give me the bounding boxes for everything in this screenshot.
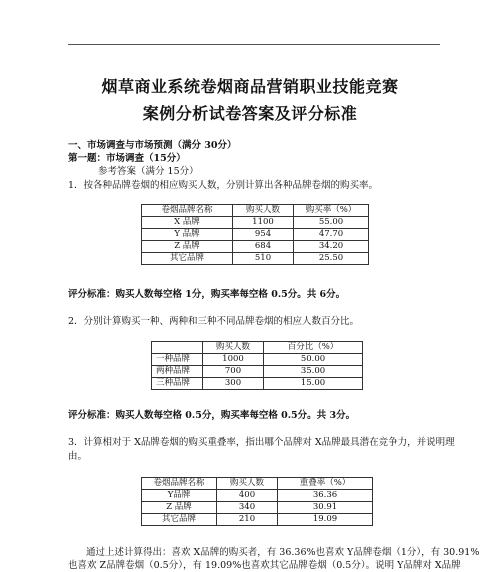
item-2-text: 2．分别计算购买一种、两种和三种不同品牌卷烟的相应人数百分比。 (68, 316, 360, 327)
table-header-row (142, 478, 373, 490)
table-cell: 35.00 (264, 366, 363, 378)
table-cell: 36.36 (278, 490, 373, 502)
header-rule (68, 44, 440, 45)
table-cell: 19.09 (278, 514, 373, 526)
reference-answer-label: 参考答案（满分 15分） (98, 166, 199, 177)
table-row (142, 241, 369, 253)
table-cell: 两种品牌 (152, 366, 203, 378)
item-3-text: 3．计算相对于 X品牌卷烟的购买重叠率，指出哪个品牌对 X品牌最具潜在竞争力，并说明理 (68, 437, 455, 448)
table-row (152, 354, 363, 366)
table-cell: 50.00 (264, 354, 363, 366)
table-cell: Y品牌 (142, 490, 217, 502)
item-3-text-continued: 由。 (68, 451, 88, 462)
table-header-cell: 卷烟品牌名称 (142, 478, 217, 490)
document-subtitle: 案例分析试卷答案及评分标准 (142, 104, 358, 123)
table-row (142, 490, 373, 502)
table-cell: 47.70 (294, 229, 369, 241)
table-header-cell: 重叠率（%） (278, 478, 373, 490)
table-header-cell: 购买率（%） (294, 205, 369, 217)
overlap-rate-table (141, 477, 373, 526)
table-row (142, 253, 369, 265)
table-cell: 55.00 (294, 217, 369, 229)
table-cell: 34.20 (294, 241, 369, 253)
table-cell: X 品牌 (142, 217, 233, 229)
table-cell: 400 (217, 490, 278, 502)
table-row (152, 366, 363, 378)
table-cell: 一种品牌 (152, 354, 203, 366)
item-1-text: 1．按各种品牌卷烟的相应购买人数，分别计算出各种品牌卷烟的购买率。 (68, 180, 379, 191)
table-cell: 15.00 (264, 378, 363, 390)
table-header-row (152, 342, 363, 354)
table-cell: 684 (233, 241, 294, 253)
scoring-standard-1: 评分标准：购买人数每空格 1分，购买率每空格 0.5分。共 6分。 (68, 289, 346, 300)
table-cell: 1100 (233, 217, 294, 229)
table-header-cell: 卷烟品牌名称 (142, 205, 233, 217)
table-header-cell: 百分比（%） (264, 342, 363, 354)
question-heading: 第一题：市场调查（15分） (68, 153, 186, 164)
table-cell: 其它品牌 (142, 514, 217, 526)
brand-purchase-table (141, 204, 369, 265)
table-cell: 210 (217, 514, 278, 526)
table-header-row (142, 205, 369, 217)
document-title: 烟草商业系统卷烟商品营销职业技能竞赛 (101, 77, 399, 96)
table-header-cell: 购买人数 (217, 478, 278, 490)
table-cell: Z 品牌 (142, 241, 233, 253)
table-row (142, 217, 369, 229)
brand-count-table (151, 341, 363, 390)
table-cell: 954 (233, 229, 294, 241)
table-cell: 三种品牌 (152, 378, 203, 390)
table-header-cell (152, 342, 203, 354)
section-heading: 一、市场调查与市场预测（满分 30分） (68, 140, 237, 151)
table-cell: 700 (203, 366, 264, 378)
scoring-standard-2: 评分标准：购买人数每空格 0.5分，购买率每空格 0.5分。共 3分。 (68, 410, 356, 421)
table-cell: 其它品牌 (142, 253, 233, 265)
table-cell: 25.50 (294, 253, 369, 265)
table-row (142, 502, 373, 514)
table-row (142, 514, 373, 526)
table-row (142, 229, 369, 241)
table-header-cell: 购买人数 (233, 205, 294, 217)
table-cell: 30.91 (278, 502, 373, 514)
table-row (152, 378, 363, 390)
table-cell: 1000 (203, 354, 264, 366)
table-cell: 340 (217, 502, 278, 514)
table-cell: 300 (203, 378, 264, 390)
conclusion-paragraph-continued: 也喜欢 Z品牌卷烟（0.5分），有 19.09%也喜欢其它品牌卷烟（0.5分）。说明 Y品牌对 X品牌 (68, 560, 461, 571)
conclusion-paragraph: 通过上述计算得出：喜欢 X品牌的购买者，有 36.36%也喜欢 Y品牌卷烟（1分），有 30.91% (86, 547, 480, 558)
table-cell: Z 品牌 (142, 502, 217, 514)
table-cell: Y 品牌 (142, 229, 233, 241)
table-header-cell: 购买人数 (203, 342, 264, 354)
table-cell: 510 (233, 253, 294, 265)
